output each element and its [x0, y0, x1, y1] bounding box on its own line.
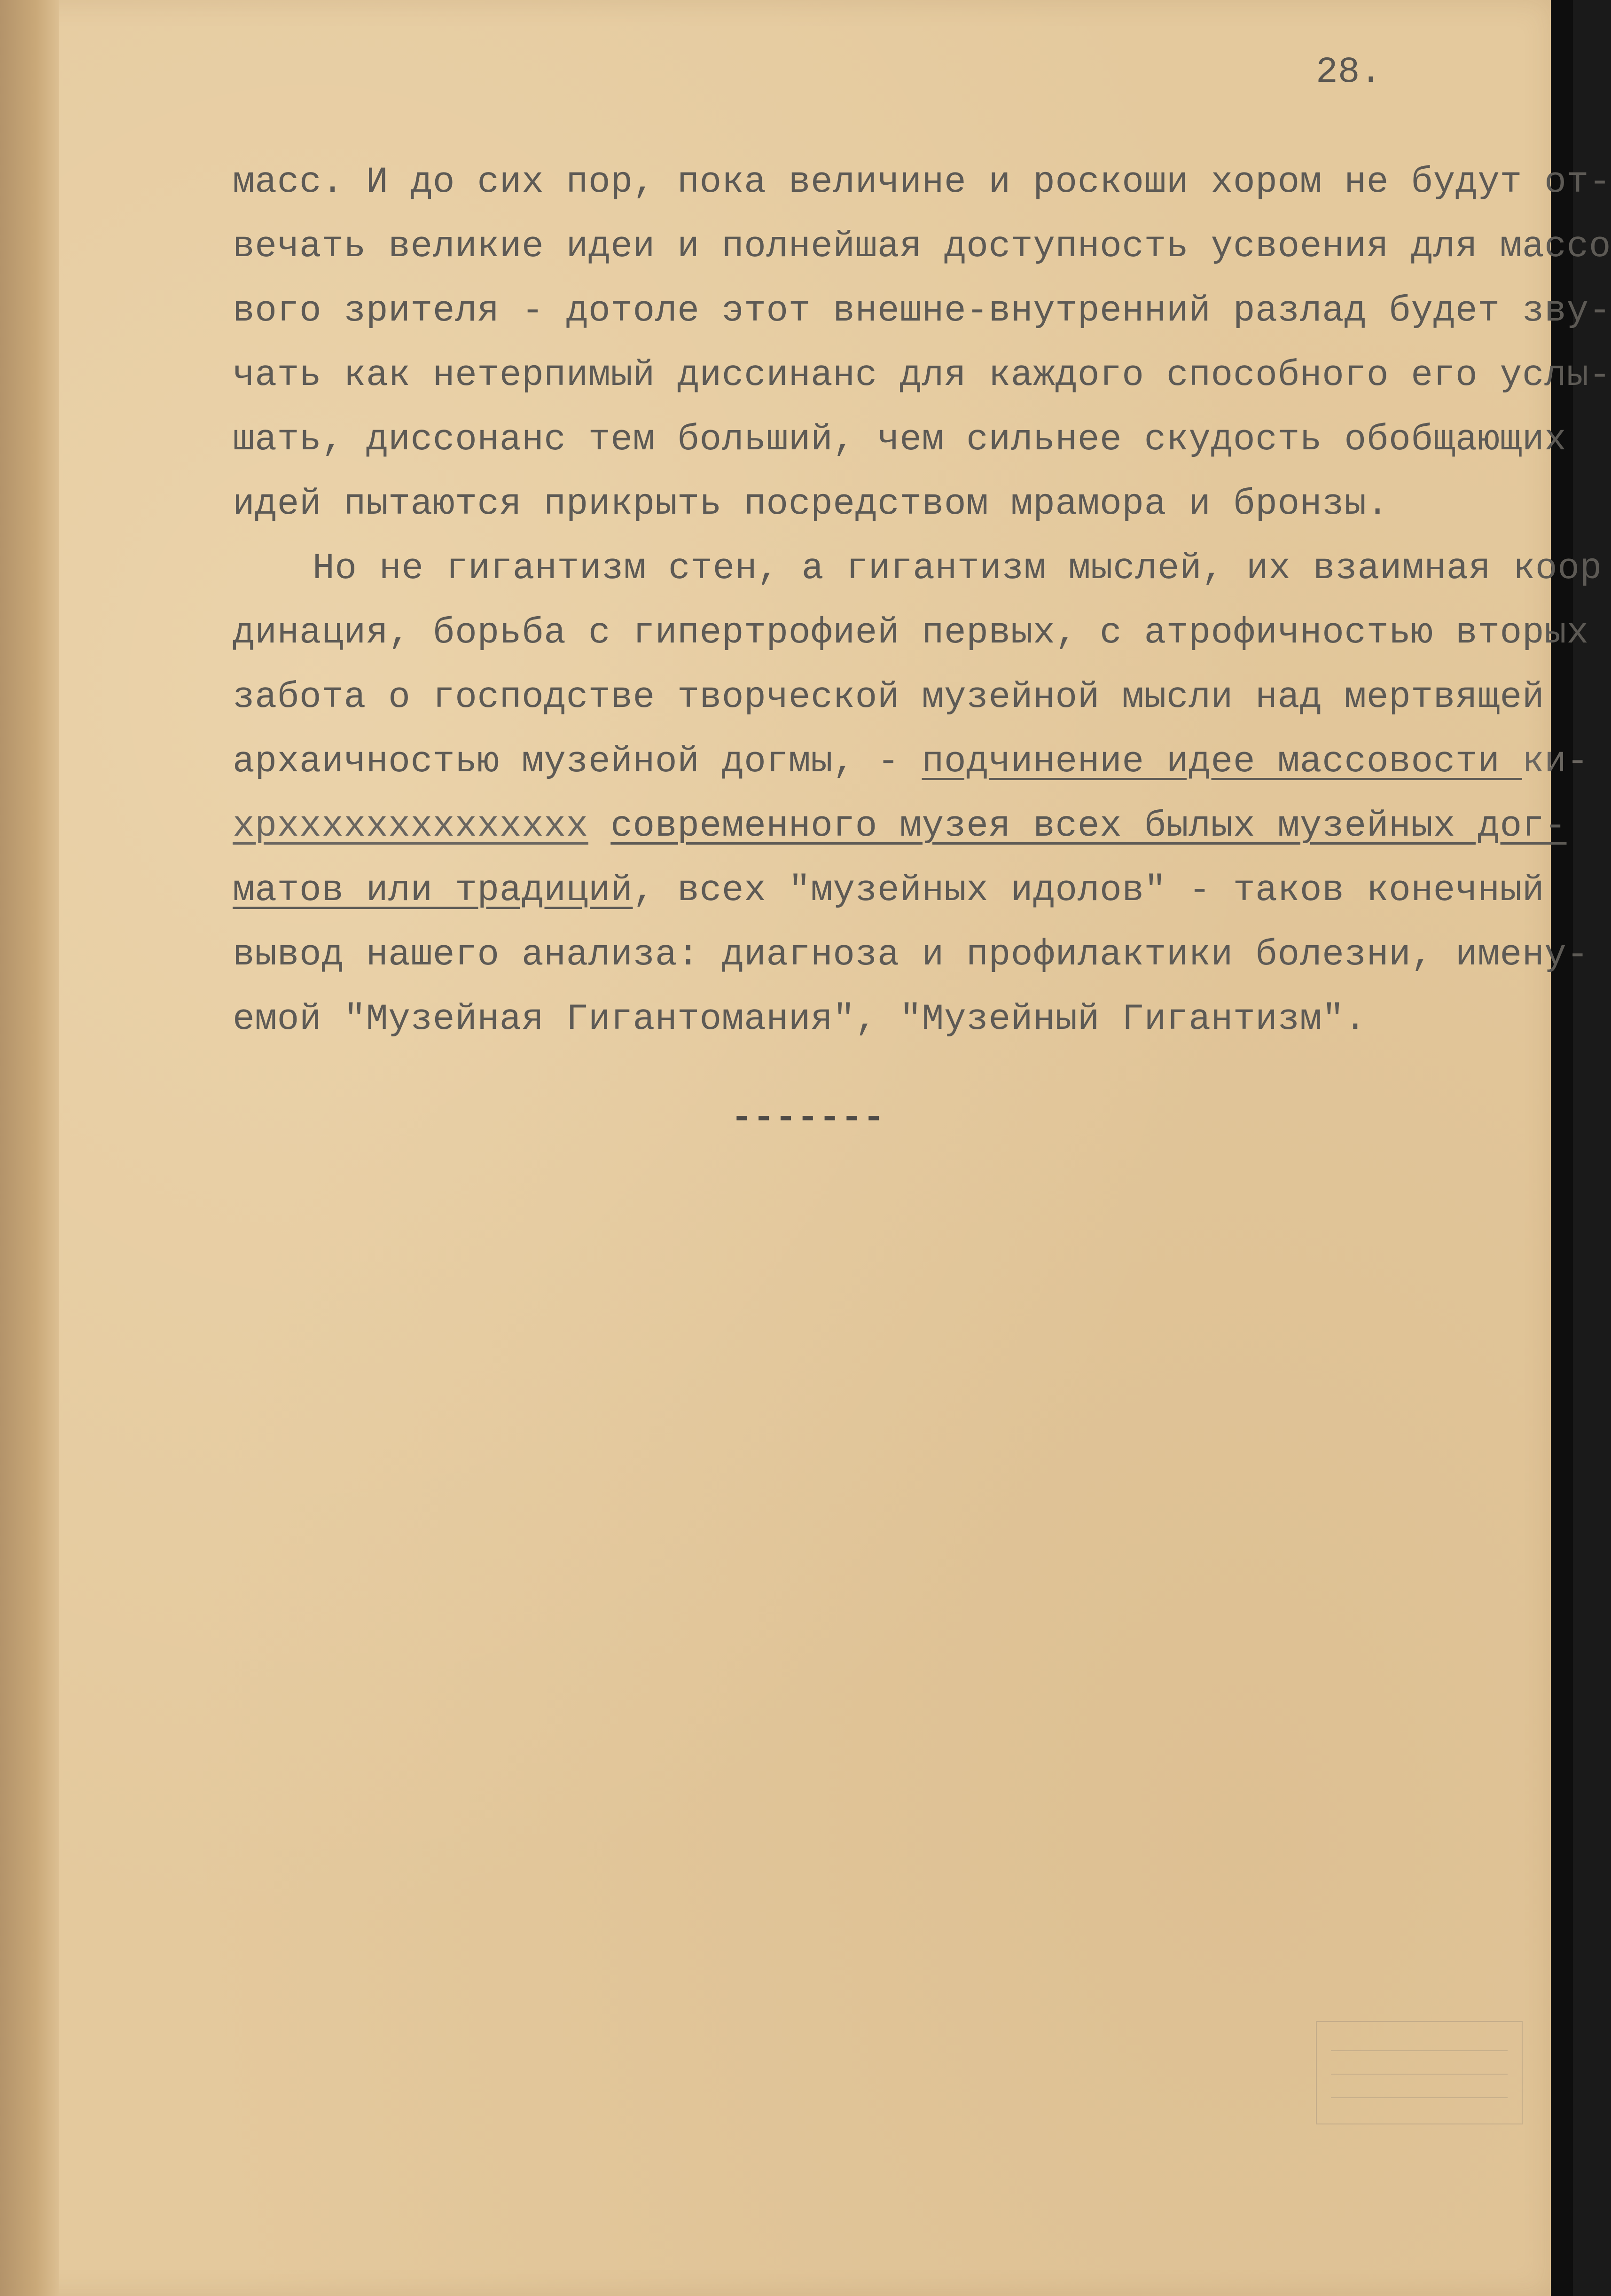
- line-5-underlined-text: современного музея всех былых музейных дог-: [610, 806, 1567, 847]
- paragraph-1-line-6: идей пытаются прикрыть посредством мрамора и бронзы.: [233, 484, 1389, 525]
- paragraph-2-line-6: [233, 859, 1545, 923]
- body-text: [233, 150, 1611, 1052]
- paragraph-2-line-8: емой "Музейная Гигантомания", "Музейный Гигантизм".: [233, 999, 1367, 1040]
- paragraph-2-line-3: забота о господстве творческой музейной мысли над мертвящей: [233, 677, 1545, 718]
- page-number: 28.: [1316, 52, 1382, 93]
- section-separator: -------: [731, 1097, 885, 1139]
- page-binding-edge: [0, 0, 59, 2296]
- paragraph-1-line-2: вечать великие идеи и полнейшая доступность усвоения для массо: [233, 226, 1611, 267]
- paragraph-2-line-4: [233, 730, 1589, 794]
- paragraph-1-line-3: вого зрителя - дотоле этот внешне-внутренний разлад будет зву-: [233, 290, 1611, 332]
- paragraph-2-line-7: вывод нашего анализа: диагноза и профилактики болезни, имену-: [233, 934, 1589, 976]
- line-6-plain-text: , всех "музейных идолов" - таков конечный: [633, 870, 1545, 911]
- line-4-underlined-text: подчинение идее массовости: [922, 741, 1522, 783]
- paragraph-1-line-5: шать, диссонанс тем больший, чем сильнее скудость обобщающих: [233, 419, 1567, 461]
- paragraph-2-line-1: [233, 537, 1602, 601]
- paragraph-1-line-4: чать как нетерпимый диссинанс для каждого способного его услы-: [233, 355, 1611, 396]
- paragraph-2-line-1-text: Но не гигантизм стен, а гигантизм мыслей, их взаимная коор: [313, 548, 1602, 589]
- paragraph-1-line-1: масс. И до сих пор, пока величине и роскоши хором не будут от-: [233, 162, 1611, 203]
- paragraph-2-line-5: [233, 794, 1567, 859]
- archive-stamp-faint: [1316, 2021, 1523, 2124]
- stamp-line: [1331, 2050, 1508, 2051]
- line-6-underlined-text: матов или традиций: [233, 870, 633, 911]
- stamp-line: [1331, 2097, 1508, 2098]
- line-4-plain-text: архаичностью музейной догмы, -: [233, 741, 922, 783]
- stamp-line: [1331, 2074, 1508, 2075]
- line-5-gap: [588, 806, 610, 847]
- paragraph-2-line-2: динация, борьба с гипертрофией первых, с атрофичностью вторых: [233, 612, 1589, 654]
- line-5-struck-text: хрхххххххххххххх: [233, 806, 588, 847]
- line-4-struck-text: ки-: [1522, 741, 1589, 783]
